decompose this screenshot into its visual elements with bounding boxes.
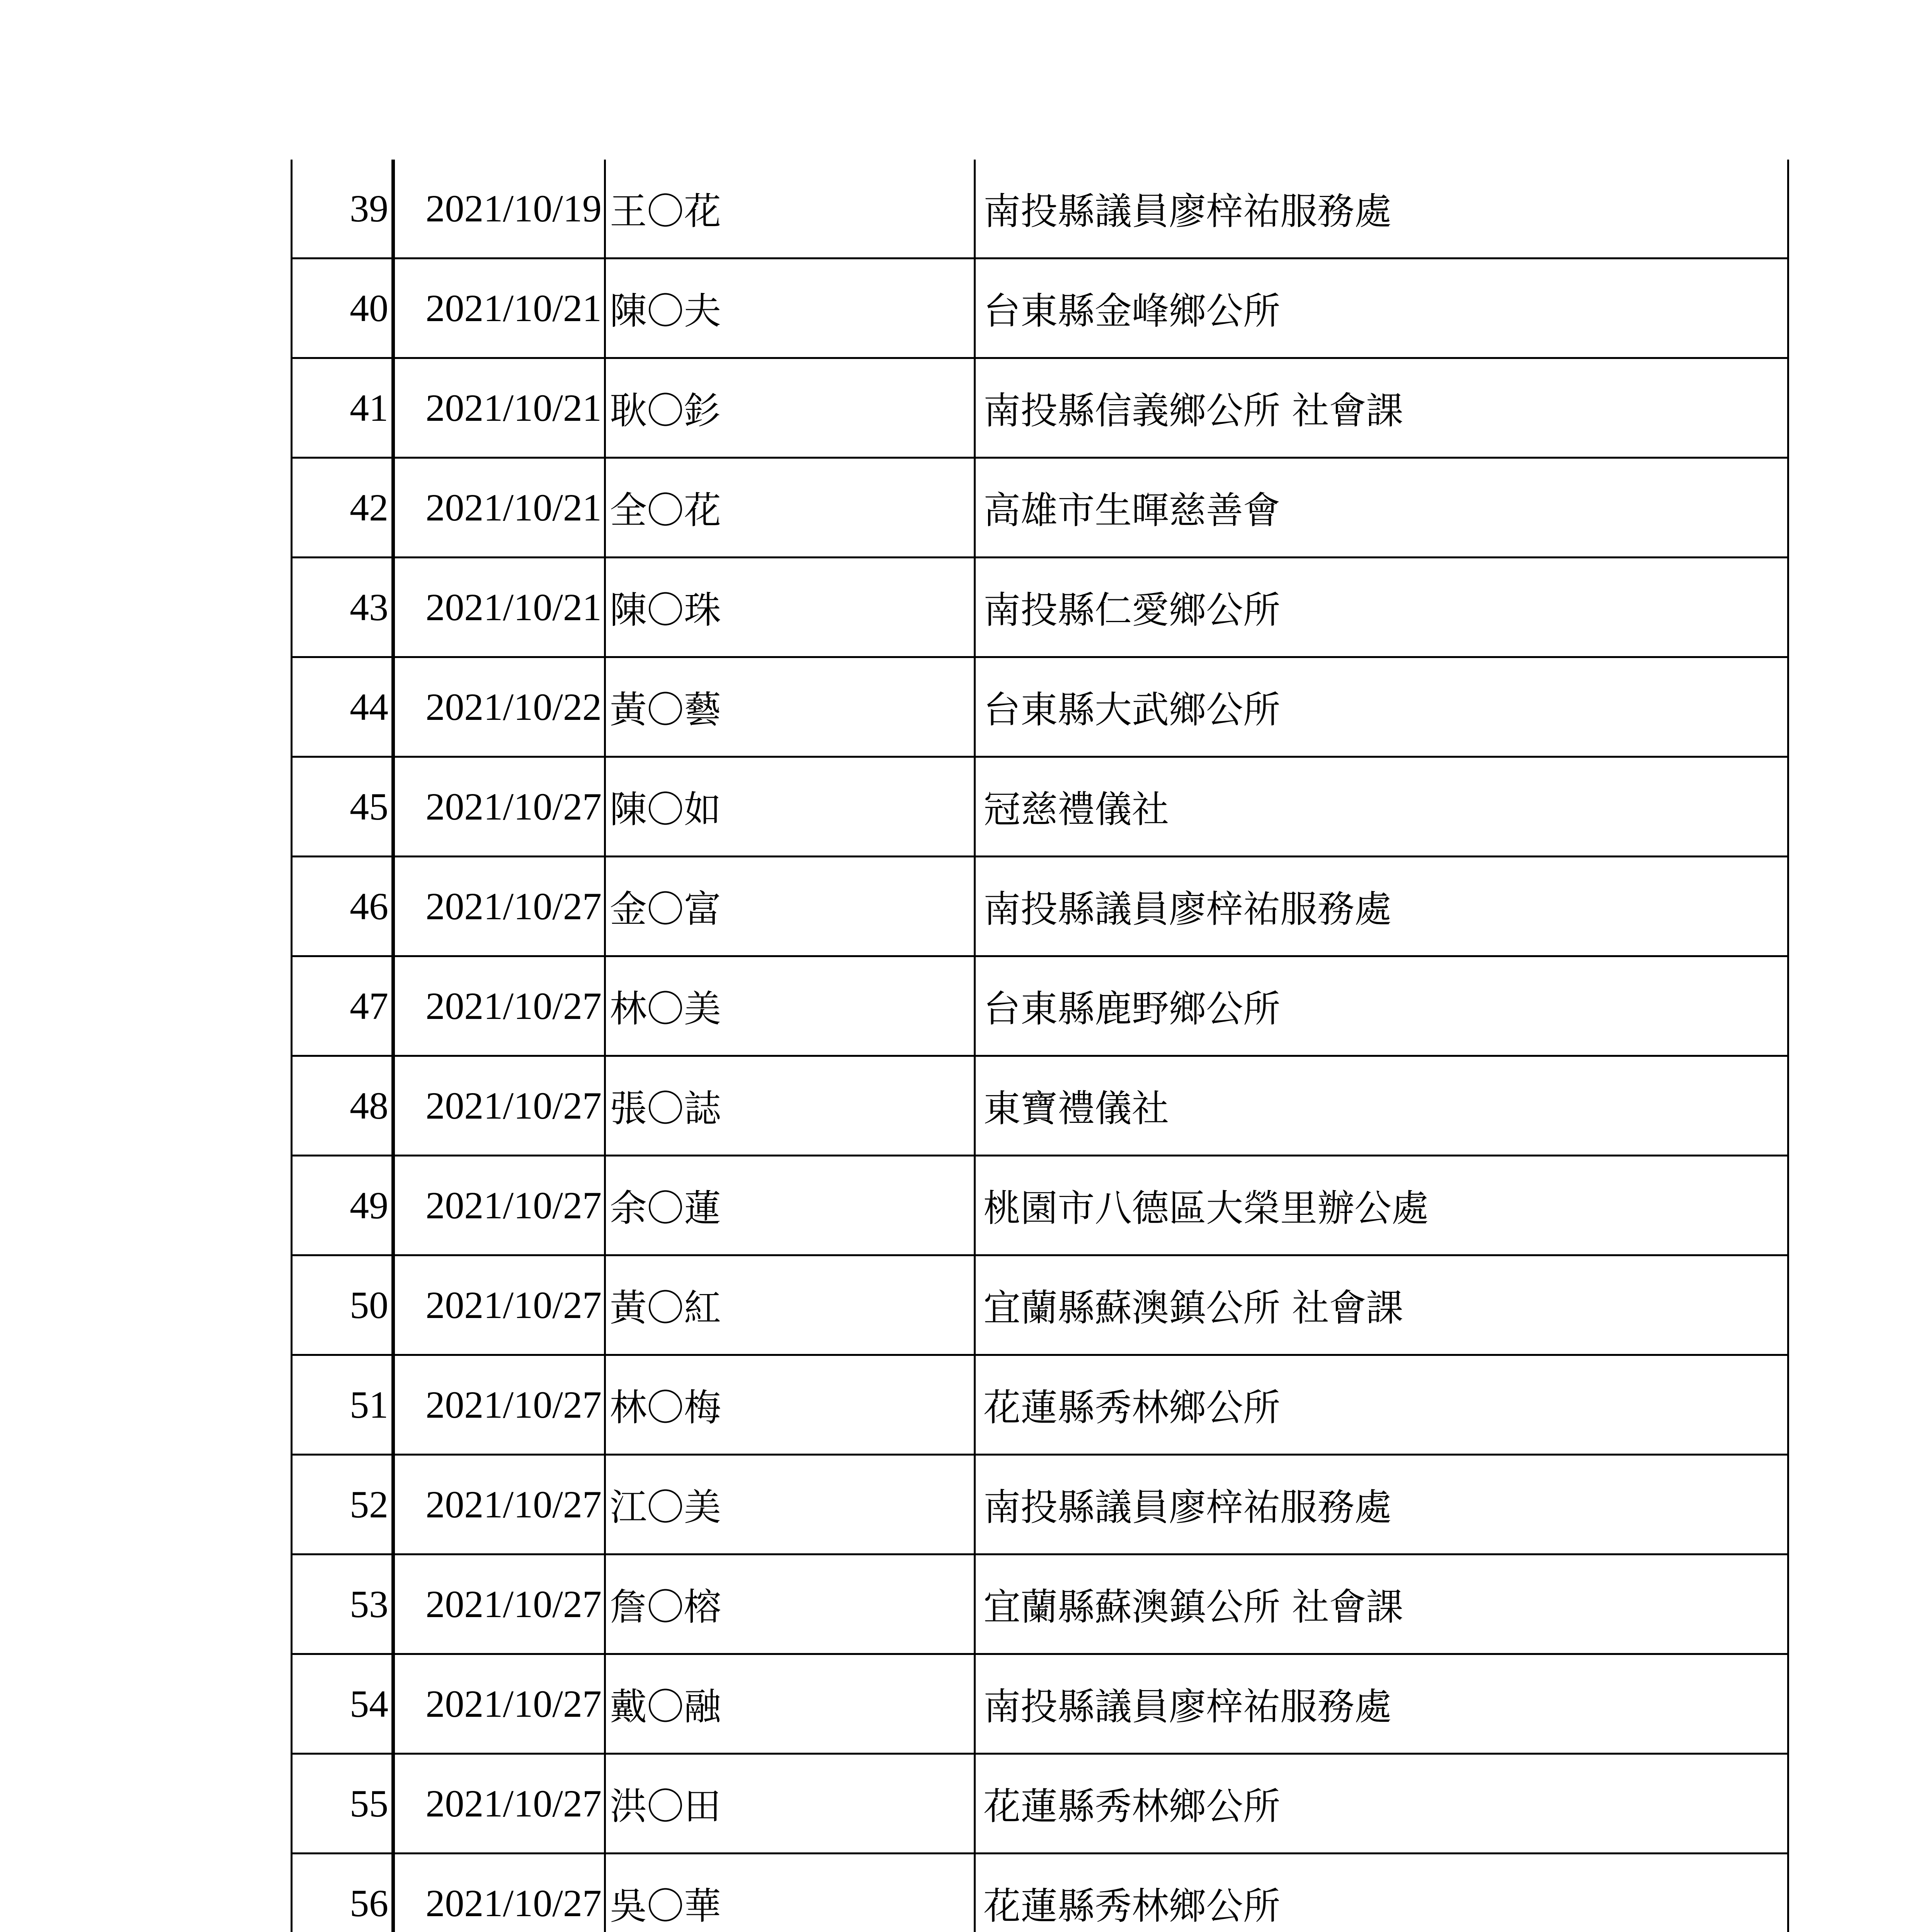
date-cell: 2021/10/27 bbox=[393, 1554, 605, 1654]
date-cell: 2021/10/27 bbox=[393, 757, 605, 857]
unit-cell: 南投縣仁愛鄉公所 bbox=[975, 558, 1788, 657]
unit-cell: 台東縣金峰鄉公所 bbox=[975, 259, 1788, 358]
date-cell: 2021/10/21 bbox=[393, 358, 605, 458]
table-row bbox=[292, 1455, 1788, 1554]
date-cell: 2021/10/27 bbox=[393, 1754, 605, 1854]
date-cell: 2021/10/27 bbox=[393, 1255, 605, 1355]
table-row bbox=[292, 160, 1788, 259]
row-number-cell: 42 bbox=[292, 458, 393, 558]
unit-cell: 南投縣議員廖梓祐服務處 bbox=[975, 1654, 1788, 1754]
table-row bbox=[292, 1056, 1788, 1156]
row-number-cell: 40 bbox=[292, 259, 393, 358]
date-cell: 2021/10/27 bbox=[393, 857, 605, 956]
unit-cell: 冠慈禮儀社 bbox=[975, 757, 1788, 857]
name-cell: 陳〇如 bbox=[605, 757, 975, 857]
table-row bbox=[292, 1554, 1788, 1654]
table-row bbox=[292, 1654, 1788, 1754]
table-row bbox=[292, 1355, 1788, 1455]
row-number-cell: 41 bbox=[292, 358, 393, 458]
unit-cell: 南投縣議員廖梓祐服務處 bbox=[975, 160, 1788, 259]
date-cell: 2021/10/27 bbox=[393, 956, 605, 1056]
date-cell: 2021/10/27 bbox=[393, 1854, 605, 1932]
date-cell: 2021/10/21 bbox=[393, 558, 605, 657]
unit-cell: 南投縣議員廖梓祐服務處 bbox=[975, 1455, 1788, 1554]
table-row bbox=[292, 259, 1788, 358]
name-cell: 戴〇融 bbox=[605, 1654, 975, 1754]
table-row bbox=[292, 956, 1788, 1056]
table-row bbox=[292, 1255, 1788, 1355]
row-number-cell: 39 bbox=[292, 160, 393, 259]
name-cell: 余〇蓮 bbox=[605, 1156, 975, 1255]
table-row bbox=[292, 558, 1788, 657]
table-row bbox=[292, 1754, 1788, 1854]
date-cell: 2021/10/27 bbox=[393, 1654, 605, 1754]
row-number-cell: 55 bbox=[292, 1754, 393, 1854]
unit-cell: 花蓮縣秀林鄉公所 bbox=[975, 1355, 1788, 1455]
date-cell: 2021/10/27 bbox=[393, 1156, 605, 1255]
row-number-cell: 48 bbox=[292, 1056, 393, 1156]
row-number-cell: 46 bbox=[292, 857, 393, 956]
table-row bbox=[292, 1854, 1788, 1932]
date-cell: 2021/10/22 bbox=[393, 657, 605, 757]
records-table-body bbox=[292, 160, 1788, 1932]
unit-cell: 高雄市生暉慈善會 bbox=[975, 458, 1788, 558]
table-row bbox=[292, 657, 1788, 757]
name-cell: 林〇梅 bbox=[605, 1355, 975, 1455]
name-cell: 王〇花 bbox=[605, 160, 975, 259]
date-cell: 2021/10/27 bbox=[393, 1355, 605, 1455]
unit-cell: 台東縣鹿野鄉公所 bbox=[975, 956, 1788, 1056]
table-row bbox=[292, 857, 1788, 956]
name-cell: 黃〇藝 bbox=[605, 657, 975, 757]
date-cell: 2021/10/21 bbox=[393, 458, 605, 558]
unit-cell: 桃園市八德區大榮里辦公處 bbox=[975, 1156, 1788, 1255]
records-table bbox=[291, 160, 1789, 1932]
name-cell: 全〇花 bbox=[605, 458, 975, 558]
table-row bbox=[292, 358, 1788, 458]
name-cell: 黃〇紅 bbox=[605, 1255, 975, 1355]
name-cell: 詹〇榕 bbox=[605, 1554, 975, 1654]
table-row bbox=[292, 458, 1788, 558]
row-number-cell: 53 bbox=[292, 1554, 393, 1654]
date-cell: 2021/10/27 bbox=[393, 1455, 605, 1554]
name-cell: 金〇富 bbox=[605, 857, 975, 956]
unit-cell: 東寶禮儀社 bbox=[975, 1056, 1788, 1156]
unit-cell: 花蓮縣秀林鄉公所 bbox=[975, 1754, 1788, 1854]
row-number-cell: 52 bbox=[292, 1455, 393, 1554]
row-number-cell: 49 bbox=[292, 1156, 393, 1255]
row-number-cell: 44 bbox=[292, 657, 393, 757]
row-number-cell: 47 bbox=[292, 956, 393, 1056]
name-cell: 洪〇田 bbox=[605, 1754, 975, 1854]
unit-cell: 南投縣信義鄉公所 社會課 bbox=[975, 358, 1788, 458]
date-cell: 2021/10/19 bbox=[393, 160, 605, 259]
row-number-cell: 56 bbox=[292, 1854, 393, 1932]
name-cell: 林〇美 bbox=[605, 956, 975, 1056]
unit-cell: 台東縣大武鄉公所 bbox=[975, 657, 1788, 757]
unit-cell: 宜蘭縣蘇澳鎮公所 社會課 bbox=[975, 1554, 1788, 1654]
date-cell: 2021/10/27 bbox=[393, 1056, 605, 1156]
name-cell: 吳〇華 bbox=[605, 1854, 975, 1932]
unit-cell: 花蓮縣秀林鄉公所 bbox=[975, 1854, 1788, 1932]
date-cell: 2021/10/21 bbox=[393, 259, 605, 358]
name-cell: 耿〇釤 bbox=[605, 358, 975, 458]
table-row bbox=[292, 1156, 1788, 1255]
row-number-cell: 43 bbox=[292, 558, 393, 657]
unit-cell: 宜蘭縣蘇澳鎮公所 社會課 bbox=[975, 1255, 1788, 1355]
name-cell: 陳〇夫 bbox=[605, 259, 975, 358]
row-number-cell: 50 bbox=[292, 1255, 393, 1355]
unit-cell: 南投縣議員廖梓祐服務處 bbox=[975, 857, 1788, 956]
table-row bbox=[292, 757, 1788, 857]
name-cell: 陳〇珠 bbox=[605, 558, 975, 657]
name-cell: 張〇誌 bbox=[605, 1056, 975, 1156]
row-number-cell: 45 bbox=[292, 757, 393, 857]
row-number-cell: 51 bbox=[292, 1355, 393, 1455]
row-number-cell: 54 bbox=[292, 1654, 393, 1754]
name-cell: 江〇美 bbox=[605, 1455, 975, 1554]
